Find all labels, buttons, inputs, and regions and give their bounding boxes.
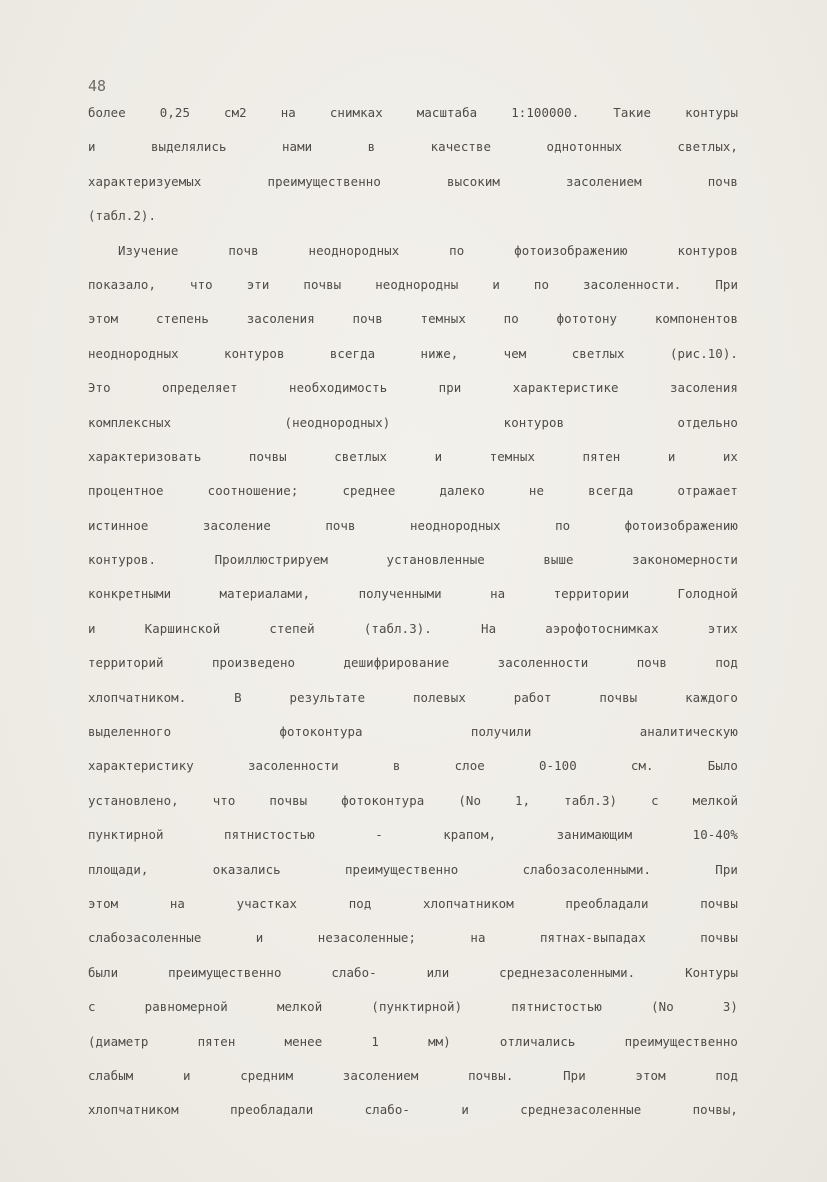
text-line: комплексных (неоднородных) контуров отдельно — [88, 414, 738, 430]
text-line: характеристику засоленности в слое 0-100 см. Было — [88, 758, 738, 774]
text-line: установлено, что почвы фотоконтура (No 1, табл.3) с мелкой — [88, 792, 738, 808]
text-line: истинное засоление почв неоднородных по фотоизображению — [88, 517, 738, 533]
text-line: хлопчатником. В результате полевых работ почвы каждого — [88, 689, 738, 705]
text-line: процентное соотношение; среднее далеко не всегда отражает — [88, 483, 738, 499]
text-line: пунктирной пятнистостью - крапом, занимающим 10-40% — [88, 827, 738, 843]
text-line: слабозасоленные и незасоленные; на пятнах-выпадах почвы — [88, 930, 738, 946]
text-line: территорий произведено дешифрирование засоленности почв под — [88, 655, 738, 671]
text-line: этом степень засоления почв темных по фототону компонентов — [88, 311, 738, 327]
text-line: конкретными материалами, полученными на территории Голодной — [88, 586, 738, 602]
text-line: площади, оказались преимущественно слабозасоленными. При — [88, 861, 738, 877]
page-number: 48 — [88, 77, 107, 95]
text-line: характеризовать почвы светлых и темных пятен и их — [88, 448, 738, 464]
text-line: Изучение почв неоднородных по фотоизображению контуров — [118, 242, 738, 258]
text-line: более 0,25 см2 на снимках масштаба 1:100000. Такие контуры — [88, 105, 738, 120]
text-line: и Каршинской степей (табл.3). На аэрофотоснимках этих — [88, 620, 738, 636]
text-line: выделенного фотоконтура получили аналитическую — [88, 724, 738, 740]
text-line: показало, что эти почвы неоднородны и по засоленности. При — [88, 276, 738, 292]
text-line: с равномерной мелкой (пунктирной) пятнистостью (No 3) — [88, 999, 738, 1015]
text-line: хлопчатником преобладали слабо- и среднезасоленные почвы, — [88, 1102, 738, 1118]
text-line: были преимущественно слабо- или среднезасоленными. Контуры — [88, 964, 738, 980]
text-line: неоднородных контуров всегда ниже, чем светлых (рис.10). — [88, 345, 738, 361]
text-line: характеризуемых преимущественно высоким засолением почв — [88, 173, 738, 189]
body-text — [88, 96, 738, 1128]
text-line: контуров. Проиллюстрируем установленные выше закономерности — [88, 552, 738, 568]
text-line: слабым и средним засолением почвы. При этом под — [88, 1067, 738, 1083]
text-line: (диаметр пятен менее 1 мм) отличались преимущественно — [88, 1033, 738, 1049]
text-line: и выделялись нами в качестве однотонных светлых, — [88, 139, 738, 155]
text-line: Это определяет необходимость при характеристике засоления — [88, 380, 738, 396]
text-line: (табл.2). — [88, 208, 157, 224]
text-line: этом на участках под хлопчатником преобладали почвы — [88, 895, 738, 911]
